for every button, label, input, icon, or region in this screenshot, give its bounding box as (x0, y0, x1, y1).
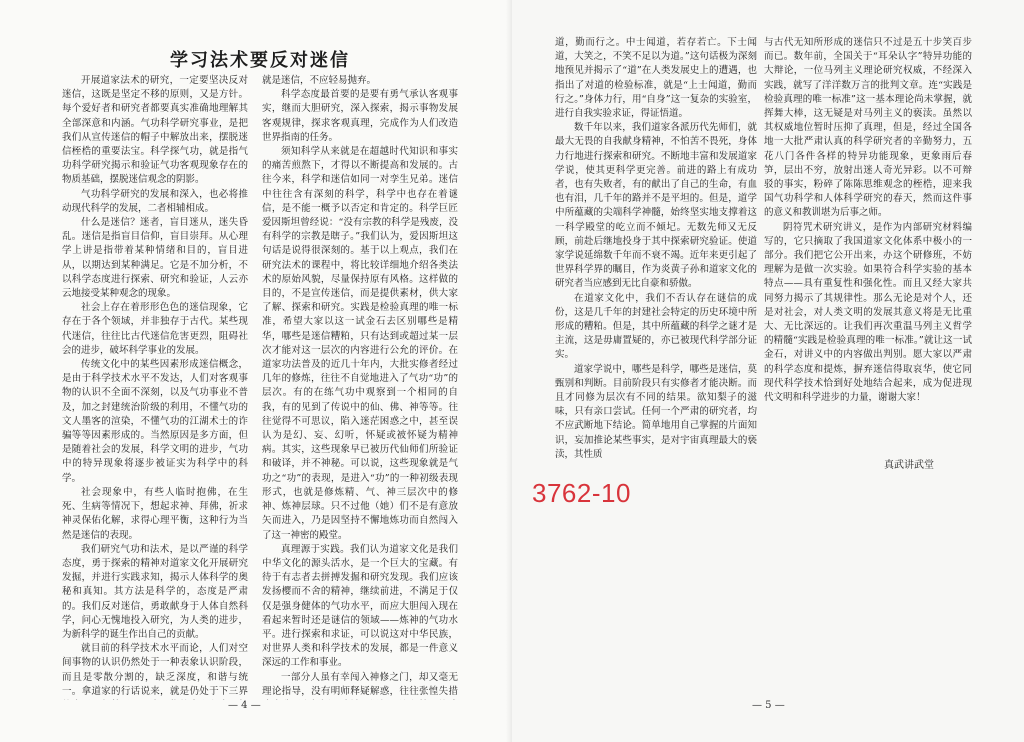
page-number-right: — 5 — (752, 700, 785, 711)
paragraph: 社会现象中，有些人临时抱佛，在生死、生病等情况下，想起求神、拜佛，祈求神灵保佑化解，求得心理平衡，这种行为当然是迷信的表现。 (62, 486, 248, 541)
paragraph: 须知科学从来就是在超越时代知识和事实的痛苦煎熬下，才得以不断提高和发展的。古往今来，科学和迷信如同一对孪生兄弟。迷信中往往含有深刻的科学，科学中也存在着谜信，是不能一概予以否定和肯定的。科学巨匠爱因斯坦曾经说：“没有宗教的科学是残废，没有科学的宗教是瞎子。”我们认为，爱因斯坦这句话是说得很深刻的。基于以上观点，我们在研究法术的课程中，将比较详细地介绍各类法术的原始风貌，尽量保持原有风格。这样做的目的，不是宣传迷信，而是提供素材，供大家了解、探索和研究。实践是检验真理的唯一标准，希望大家以这一试金石去区别哪些是精华，哪些是迷信糟粕，只有达到或超过某一层次才能对这一层次的内容进行公允的评价。在道家功法普及的近几十年内，大批实修者经过几年的修炼，往往不自觉地进入了气功“功”的层次。有的在练气功中观察到一个相同的自我，有的见到了传说中的仙、佛、神等等。往往觉得不可思议，陷入迷茫困惑之中，甚至误认为是幻、妄、幻听，怀疑或被怀疑为精神病。其实，这些现象早已被历代仙师们所验证和破译，并不神秘。可以说，这些现象就是气功之“功”的表现，是进入“功”的一种初级表现形式，也就是修炼精、气、神三层次中的修神、炼神层球。只不过他（她）们不是有意放矢而进入，乃是因坚持不懈地炼功而自然闯入了这一神密的殿堂。 (262, 146, 458, 541)
paragraph: 就是迷信，不应轻易抛弃。 (262, 75, 377, 86)
paragraph: 一部分人虽有幸闯入神修之门，却又毫无理论指导，没有明师释疑解惑，往往张惶失措 (262, 671, 458, 697)
paragraph: 与古代无知所形成的迷信只不过是五十步笑百步而已。数年前，全国关于“耳朵认字”特异功能的大辩论，一位马列主义理论研究权威，不经深入实践，就写了洋洋数万言的批判文章。连“实践是检验真理的唯一标准”这一基本理论尚未掌握，就挥舞大棒，这无疑是对马列主义的亵渎。虽然以其权威地位暂时压抑了真理，但是，经过全国各地一大批严肃认真的科学研究者的辛勤努力，五花八门各件各样的特异功能现象，更象雨后春笋，层出不穷，放射出迷人奇光异彩。以不可辩驳的事实，粉碎了陈陈思维观念的桎梏，迎来我国气功科学和人体科学研究的春天，然而这件事的意义和教训堪为后事之师。 (764, 37, 972, 219)
paragraph: 真理源于实践。我们认为道家文化是我们中华文化的源头活水，是一个巨大的宝藏。有待于有志者去拼搏发掘和研究发现。我们应该发扬樱而不舍的精神，继续前进，不满足于仅仅是强身健体的气功水平，而应大胆闯入现在看起来暂时还是谜信的领域——炼神的气功水平。进行探索和求证，可以说这对中华民族，对世界人类和科学技术的发展，都是一件意义深远的工作和事业。 (262, 543, 458, 669)
paragraph: 社会上存在着形形色色的迷信现象，它存在于各个领域，并非独存于古代。某些现代迷信，往往比古代迷信危害更烈，阻碍社会的进步，破坏科学事业的发展。 (62, 302, 248, 356)
signature: 真武讲武堂 (884, 460, 934, 471)
paragraph: 在道家文化中，我们不否认存在谜信的成份，这是几千年的封建社会特定的历史环境中所形成的糟粕。但是，其中所蕴藏的科学之谜才是主流，这是毋庸置疑的，亦已被现代科学部分证实。 (555, 292, 757, 361)
paragraph: 开展道家法术的研究，一定要坚决反对迷信，这既是坚定不移的原则，又是方针。每个爱好者和研究者都要真实准确地理解其全部深意和内涵。气功科学研究事业，是把我们从宣传迷信的帽子中解放出来，摆脱迷信桎梏的重要法宝。科学探气功，就是指气功科学研究揭示和验证气功客观现象存在的物质基础，摆脱迷信观念的阴影。 (62, 75, 248, 186)
left-column-1 (62, 74, 248, 700)
left-column-2 (262, 74, 458, 700)
paragraph: 就目前的科学技术水平而论，人们对空间事物的认识仍然处于一种表象认识阶段，而且是零散分割的，缺乏深度，和谐与统一。拿道家的行话说来，就是仍处于下三界 (62, 643, 248, 697)
article-title: 学习法术要反对迷信 (170, 50, 350, 71)
paragraph: 我们研究气功和法术，是以严谨的科学态度，勇于探索的精神对道家文化开展研究发掘，并进行实践求知，揭示人体科学的奥秘和真知。其方法是科学的，态度是严肃的。我们反对迷信，勇敢献身于人体自然科学，问心无愧地投入研究，为人类的进步，为新科学的诞生作出自己的贡献。 (62, 543, 248, 640)
paragraph: 传统文化中的某些因素形成迷信概念，是由于科学技术水平不发达，人们对客观事物的认识不全面不深刻，以及气功事业不普及，加之封建统治阶级的利用，不懂气功的文人墨客的渲染，不懂气功的江湖术士的诈骗等等因素形成的。当然原因是多方面，但是随着社会的发展，科学文明的进步，气功中的特异现象将逐步被证实为科学中的科学。 (62, 359, 248, 484)
paragraph: 气功科学研究的发展和深入，也必将推动现代科学的发展，二者相辅相成。 (62, 188, 248, 214)
catalog-stamp: 3762-10 (532, 478, 631, 508)
page-number-left: — 4 — (228, 700, 261, 711)
right-page (512, 0, 1024, 742)
paragraph: 阴符咒术研究讲义，是作为内部研究材料编写的，它只摘取了我国道家文化体系中极小的一部分。我们把它公开出来，办这个研修班，不妨理解为是做一次实验。如果符合科学实验的基本特点——具有重复性和强化性。而且又经大家共同努力揭示了其规律性。那么无论是对个人，还是对社会，对人类文明的发展其意义将是无比重大、无比深远的。让我们再次重温马列主义哲学的精髓“实践是检验真理的唯一标准。”就让这一试金石，对讲义中的内容做出判别。愿大家以严肃的科学态度和提炼，摒弃迷信得取哀华，使它同现代科学技术恰到好处地结合起来，成为促进现代文明和科学进步的力量，谢谢大家！ (764, 221, 972, 404)
paragraph: 什么是迷信？迷者，盲目迷从，迷失昏乱。迷信是指盲目信仰，盲目崇拜。从心理学上讲是指带着某种情绪和目的，盲目进从，以期达到某种满足。它是不加分析，不以科学态度进行探索、研究和验证，人云亦云地接受某种观念的现象。 (62, 217, 248, 300)
right-column-1 (555, 36, 757, 700)
paragraph: 科学态度最首要的是要有勇气承认客观事实，继而大胆研究，深入探索，揭示事物发展客观规律，探求客观真理，完成作为人们改造世界指南的任务。 (262, 89, 458, 143)
paragraph: 数千年以来，我们道家各派历代先师们，就最大无畏的自我献身精神，不怕苦不畏死，身体力行地进行探索和研究。不断地丰富和发展道家学说，使其更科学更完善。前进的路上有成功者，也有失败者，有的献出了自己的生命，有血也有泪，几千年的路并不是平坦的。但是，道学中所蕴藏的尖端科学神髓，始终坚实地支撑着这一科学殿堂的屹立而不倾圮。无数先师又无反顾，前赴后继地投身于其中探索研究验证。使道家学说延绵数千年而不衰不竭。近年来更引起了世界科学界的瞩目，作为炎黄子孙和道家文化的研究者当应感到无比自豪和骄傲。 (555, 122, 757, 290)
paragraph: 道，勤而行之。中士闻道，若存若亡。下士闻道，大笑之，不笑不足以为道。”这句话极为深刻地预见并揭示了“道”在人类发展史上的遭遇，也指出了对道的检验标准，就是“上士闻道，勤而行之。”身体力行，用“自身”这一复杂的实验室，进行自我实验求证，得证悟道。 (555, 37, 757, 120)
paragraph: 道家学说中，哪些是科学，哪些是迷信，莫甄别和判断。目前阶段只有实修者才能决断。而且才同修为层次有不同的结果。欲知梨子的滋味，只有亲口尝试。任何一个严肃的研究者，均不应武断地下结论。简单地用自己掌握的片面知识，妄加推论某些事实，是对宇宙真理最大的亵渎，其性质 (555, 363, 757, 460)
right-column-2 (764, 36, 972, 700)
